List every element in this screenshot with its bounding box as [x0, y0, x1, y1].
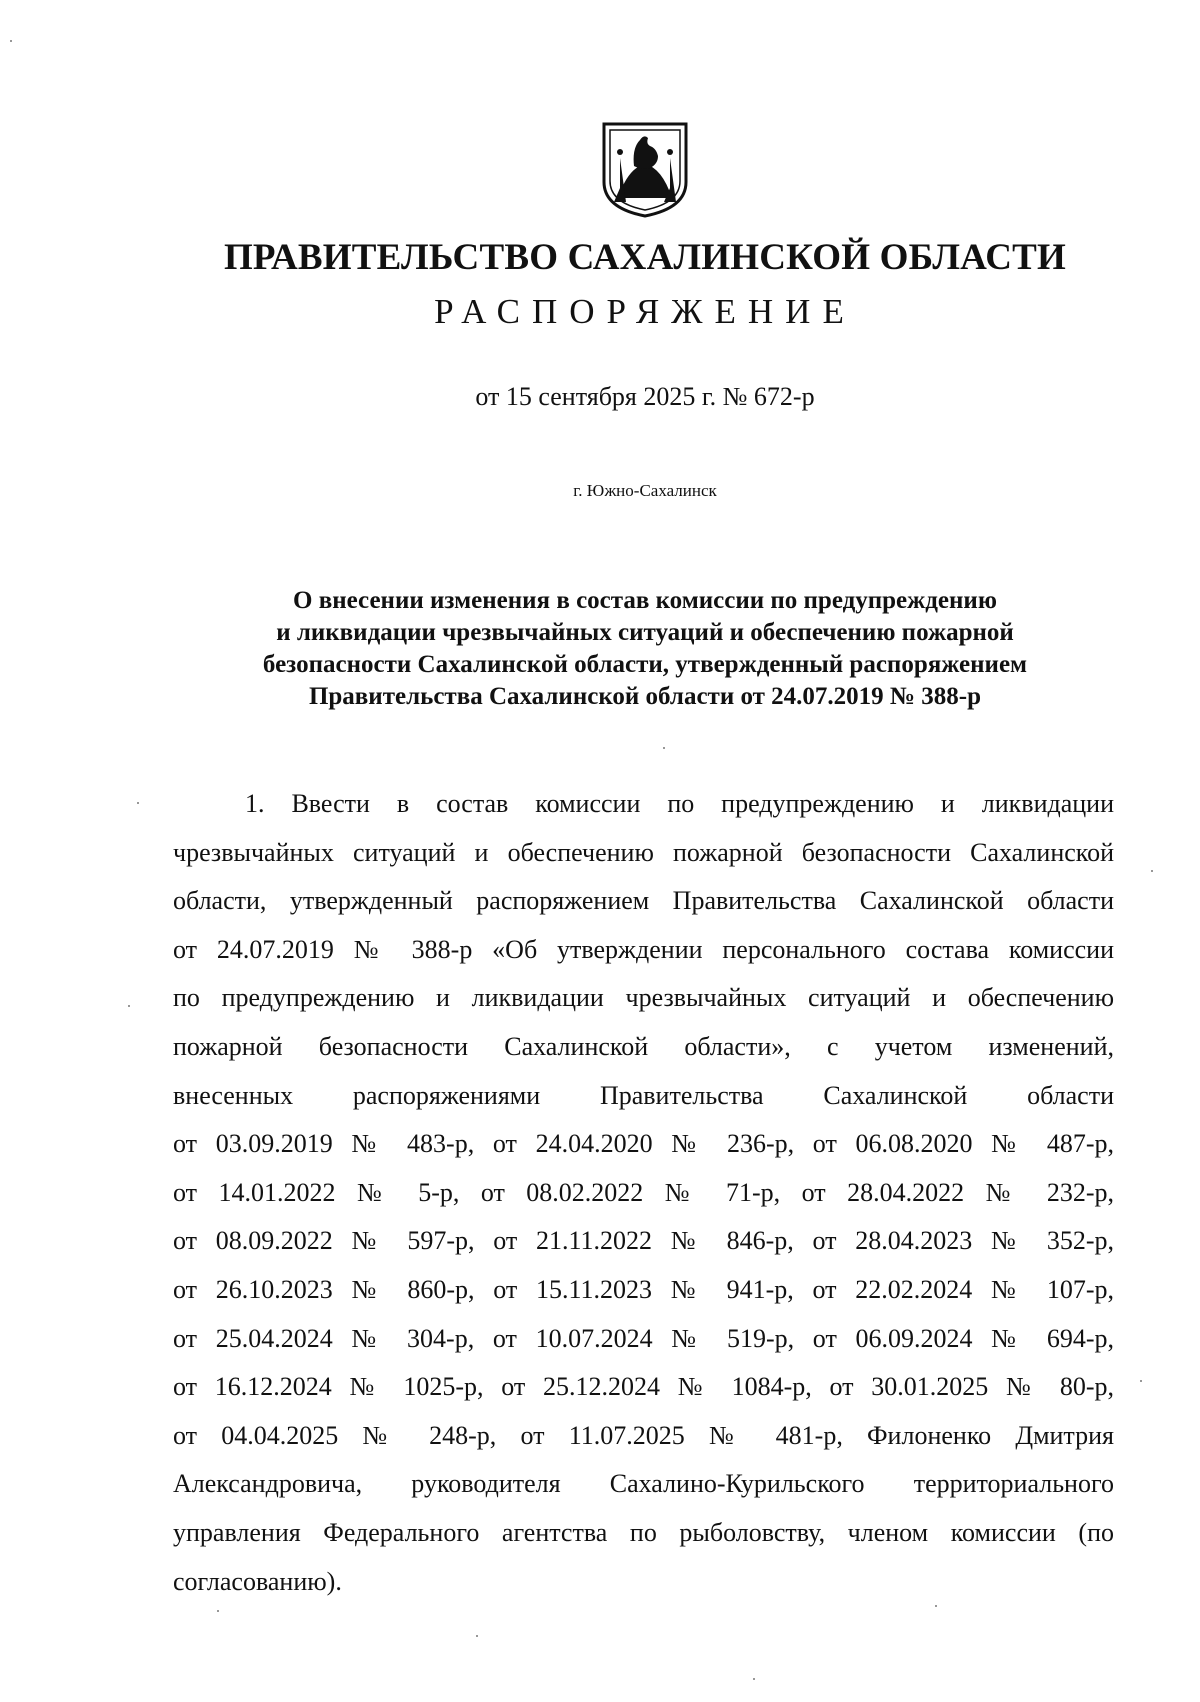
body-line: от 16.12.2024 № 1025-р, от 25.12.2024 № 1084-р, от 30.01.2025 № 80-р, — [173, 1372, 1114, 1402]
scan-speck — [935, 1605, 937, 1607]
organization-name: ПРАВИТЕЛЬСТВО САХАЛИНСКОЙ ОБЛАСТИ — [223, 237, 1067, 278]
scan-speck — [128, 1005, 130, 1007]
scan-speck — [1140, 1380, 1142, 1382]
body-line: от 04.04.2025 № 248-р, от 11.07.2025 № 481-р, Филоненко Дмитрия — [173, 1420, 1114, 1450]
document-body — [173, 780, 1114, 1606]
document-type: РАСПОРЯЖЕНИЕ — [434, 292, 856, 331]
document-title — [0, 585, 1200, 713]
document-date-number: от 15 сентября 2025 г. № 672-р — [475, 382, 815, 411]
body-line: от 24.07.2019 № 388-р «Об утверждении персонального состава комиссии — [173, 934, 1114, 964]
body-line: 1. Ввести в состав комиссии по предупреждению и ликвидации — [245, 789, 1114, 818]
scan-speck — [663, 747, 665, 749]
body-line: от 14.01.2022 № 5-р, от 08.02.2022 № 71-р, от 28.04.2022 № 232-р, — [173, 1177, 1114, 1207]
scan-speck — [137, 802, 139, 804]
body-line: от 08.09.2022 № 597-р, от 21.11.2022 № 846-р, от 28.04.2023 № 352-р, — [173, 1226, 1114, 1256]
title-line: О внесении изменения в состав комиссии по предупреждению — [293, 587, 997, 614]
title-line: безопасности Сахалинской области, утвержденный распоряжением — [262, 651, 1028, 678]
body-line: согласованию). — [173, 1566, 342, 1596]
scan-speck — [753, 1678, 755, 1680]
body-line: Александровича, руководителя Сахалино-Курильского территориального — [173, 1469, 1114, 1499]
body-line: от 25.04.2024 № 304-р, от 10.07.2024 № 519-р, от 06.09.2024 № 694-р, — [173, 1323, 1114, 1353]
body-line: чрезвычайных ситуаций и обеспечению пожарной безопасности Сахалинской — [173, 837, 1114, 867]
body-line: внесенных распоряжениями Правительства Сахалинской области — [173, 1080, 1114, 1110]
body-line: от 26.10.2023 № 860-р, от 15.11.2023 № 941-р, от 22.02.2024 № 107-р, — [173, 1274, 1114, 1304]
body-line: пожарной безопасности Сахалинской области», с учетом изменений, — [173, 1031, 1114, 1061]
title-line: Правительства Сахалинской области от 24.07.2019 № 388-р — [308, 683, 982, 710]
body-line: управления Федерального агентства по рыболовству, членом комиссии (по — [173, 1517, 1114, 1547]
scan-speck — [1151, 870, 1153, 872]
coat-of-arms-icon — [598, 118, 692, 218]
body-line: по предупреждению и ликвидации чрезвычайных ситуаций и обеспечению — [173, 983, 1114, 1013]
document-city: г. Южно-Сахалинск — [573, 481, 717, 500]
title-line: и ликвидации чрезвычайных ситуаций и обеспечению пожарной — [276, 619, 1014, 646]
scan-speck — [10, 40, 12, 42]
scan-speck — [217, 1610, 219, 1612]
body-line: от 03.09.2019 № 483-р, от 24.04.2020 № 236-р, от 06.08.2020 № 487-р, — [173, 1129, 1114, 1159]
body-line: области, утвержденный распоряжением Правительства Сахалинской области — [173, 886, 1114, 916]
scan-speck — [476, 1635, 478, 1637]
